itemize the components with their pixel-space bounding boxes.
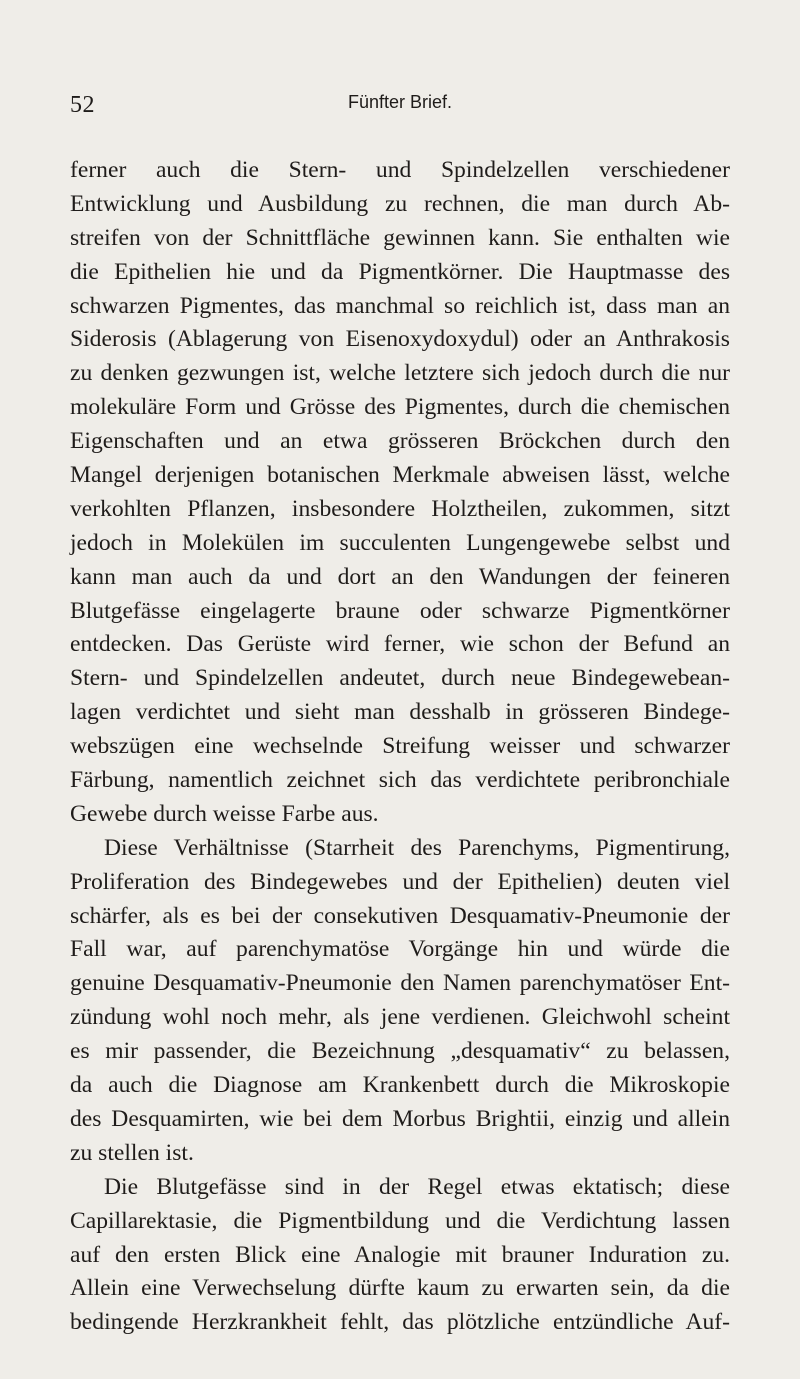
- text-line: Proliferation des Bindegewebes und der Epithelien) deuten viel: [70, 868, 730, 895]
- text-line: Stern- und Spindelzellen andeutet, durch neue Bindegewebean-: [70, 665, 730, 692]
- text-line: die Epithelien hie und da Pigmentkörner. Die Hauptmasse des: [70, 258, 730, 285]
- page-number: 52: [70, 92, 95, 118]
- text-line: Gewebe durch weisse Farbe aus.: [70, 800, 379, 827]
- text-line: Färbung, namentlich zeichnet sich das verdichtete peribronchiale: [70, 767, 730, 794]
- text-line: schwarzen Pigmentes, das manchmal so reichlich ist, dass man an: [70, 292, 730, 319]
- text-line: webszügen eine wechselnde Streifung weisser und schwarzer: [70, 733, 730, 760]
- paragraph-start-line: Diese Verhältnisse (Starrheit des Parenchyms, Pigmentirung,: [104, 834, 730, 861]
- running-title: Fünfter Brief.: [347, 92, 453, 112]
- text-line: es mir passender, die Bezeichnung „desquamativ“ zu belassen,: [70, 1038, 730, 1065]
- text-line: Entwicklung und Ausbildung zu rechnen, die man durch Ab-: [70, 190, 730, 217]
- text-line: streifen von der Schnittfläche gewinnen kann. Sie enthalten wie: [70, 224, 730, 251]
- text-line: des Desquamirten, wie bei dem Morbus Brightii, einzig und allein: [70, 1105, 730, 1132]
- text-line: jedoch in Molekülen im succulenten Lungengewebe selbst und: [70, 529, 730, 556]
- text-line: zu denken gezwungen ist, welche letztere sich jedoch durch die nur: [70, 360, 730, 387]
- text-line: Blutgefässe eingelagerte braune oder schwarze Pigmentkörner: [70, 597, 730, 624]
- running-head: [70, 92, 710, 122]
- paragraph-start-line: Die Blutgefässe sind in der Regel etwas ektatisch; diese: [104, 1173, 730, 1200]
- body-text: [70, 154, 730, 1340]
- text-line: ferner auch die Stern- und Spindelzellen verschiedener: [70, 157, 730, 183]
- text-line: Mangel derjenigen botanischen Merkmale abweisen lässt, welche: [70, 462, 730, 489]
- text-line: Allein eine Verwechselung dürfte kaum zu erwarten sein, da die: [70, 1275, 730, 1302]
- text-line: Capillarektasie, die Pigmentbildung und die Verdichtung lassen: [70, 1207, 730, 1234]
- text-line: kann man auch da und dort an den Wandungen der feineren: [70, 563, 730, 590]
- text-line: schärfer, als es bei der consekutiven Desquamativ-Pneumonie der: [70, 902, 730, 929]
- text-line: lagen verdichtet und sieht man desshalb in grösseren Bindege-: [70, 699, 730, 726]
- text-line: zu stellen ist.: [70, 1139, 194, 1166]
- text-line: genuine Desquamativ-Pneumonie den Namen parenchymatöser Ent-: [70, 970, 730, 997]
- text-line: molekuläre Form und Grösse des Pigmentes, durch die chemischen: [70, 394, 730, 421]
- text-line: verkohlten Pflanzen, insbesondere Holztheilen, zukommen, sitzt: [70, 495, 730, 522]
- text-line: zündung wohl noch mehr, als jene verdienen. Gleichwohl scheint: [70, 1004, 730, 1031]
- text-line: auf den ersten Blick eine Analogie mit brauner Induration zu.: [70, 1241, 730, 1268]
- text-line: Fall war, auf parenchymatöse Vorgänge hin und würde die: [70, 936, 730, 963]
- text-line: bedingende Herzkrankheit fehlt, das plötzliche entzündliche Auf-: [70, 1309, 730, 1336]
- text-line: Siderosis (Ablagerung von Eisenoxydoxydul) oder an Anthrakosis: [70, 326, 730, 353]
- text-line: da auch die Diagnose am Krankenbett durch die Mikroskopie: [70, 1072, 730, 1099]
- text-line: entdecken. Das Gerüste wird ferner, wie schon der Befund an: [70, 631, 730, 658]
- text-line: Eigenschaften und an etwa grösseren Bröckchen durch den: [70, 428, 730, 455]
